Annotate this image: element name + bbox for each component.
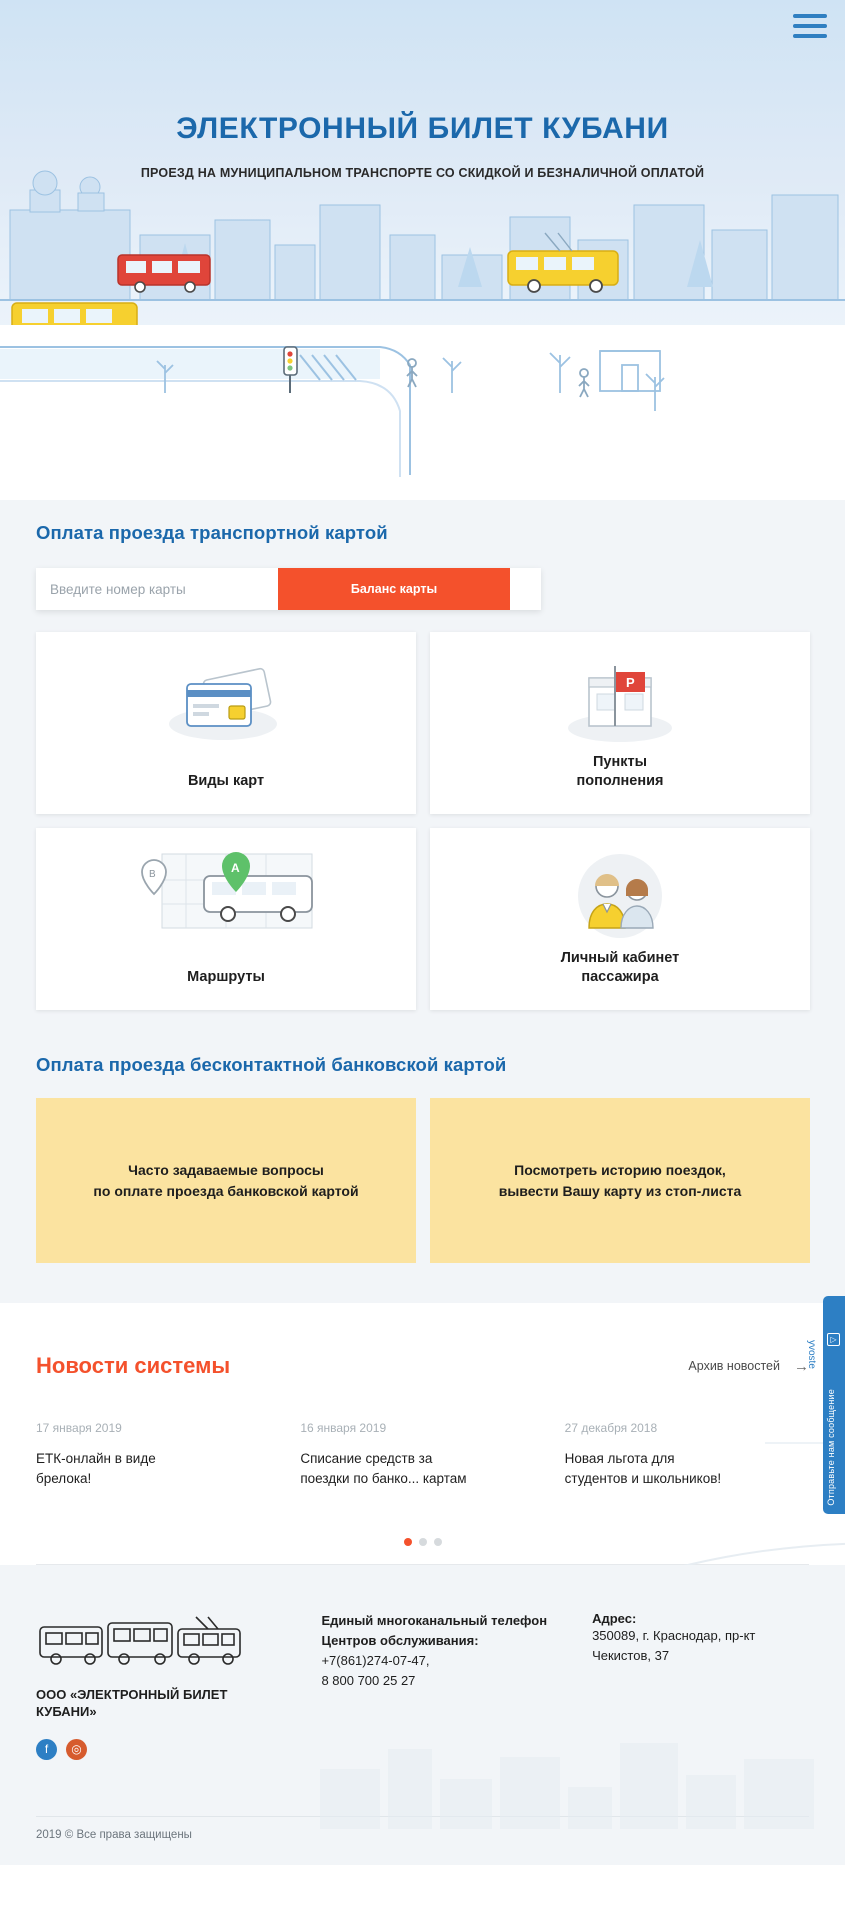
burger-line bbox=[793, 34, 827, 38]
feedback-tab[interactable] bbox=[823, 1296, 845, 1514]
svg-text:B: B bbox=[149, 869, 156, 880]
tile-label: Личный кабинет пассажира bbox=[560, 949, 680, 986]
copyright: 2019 © Все права защищены bbox=[36, 1816, 809, 1855]
instagram-icon[interactable]: ◎ bbox=[66, 1739, 87, 1760]
news-date: 17 января 2019 bbox=[36, 1421, 122, 1435]
footer-company-name: ООО «ЭЛЕКТРОННЫЙ БИЛЕТ КУБАНИ» bbox=[36, 1686, 228, 1720]
news-header bbox=[36, 1353, 809, 1379]
feedback-label: Отправьте нам сообщение bbox=[826, 1389, 836, 1506]
carousel-dot-1[interactable] bbox=[404, 1538, 412, 1546]
footer-columns bbox=[36, 1611, 809, 1760]
news-item[interactable] bbox=[36, 1421, 280, 1490]
tile-label: Виды карт bbox=[187, 773, 265, 790]
footer-address-line-1: 350089, г. Краснодар, пр-кт bbox=[592, 1627, 756, 1643]
facebook-icon[interactable]: f bbox=[36, 1739, 57, 1760]
page-subtitle: ПРОЕЗД НА МУНИЦИПАЛЬНОМ ТРАНСПОРТЕ СО СКИДКОЙ И БЕЗНАЛИЧНОЙ ОПЛАТОЙ bbox=[140, 166, 705, 180]
page-title: ЭЛЕКТРОННЫЙ БИЛЕТ КУБАНИ bbox=[176, 112, 669, 145]
tile-passenger-account[interactable] bbox=[430, 828, 810, 1010]
tram-bus-trolleybus-icon bbox=[36, 1611, 246, 1671]
footer-address-label: Адрес: bbox=[592, 1610, 637, 1626]
news-section bbox=[0, 1303, 845, 1565]
footer-company-column bbox=[36, 1611, 287, 1760]
cards-stack-icon bbox=[36, 650, 416, 750]
hero-banner bbox=[0, 0, 845, 500]
tile-label: Маршруты bbox=[187, 969, 265, 986]
social-links bbox=[36, 1739, 287, 1760]
check-balance-button[interactable]: Баланс карты bbox=[278, 568, 510, 610]
banner-line: по оплате проезда банковской картой bbox=[93, 1182, 359, 1199]
news-date: 16 января 2019 bbox=[300, 1421, 387, 1435]
bank-card-section-title: Оплата проезда бесконтактной банковской картой bbox=[36, 1054, 507, 1075]
trip-history-banner[interactable] bbox=[430, 1098, 810, 1263]
bank-card-banners bbox=[36, 1098, 809, 1263]
burger-line bbox=[793, 14, 827, 18]
kiosk-icon bbox=[430, 650, 810, 750]
footer-phone-title: Единый многоканальный телефон Центров обслуживания: bbox=[321, 1612, 548, 1648]
carousel-dot-2[interactable] bbox=[419, 1538, 427, 1546]
news-headline[interactable]: Списание средств за поездки по банко... картам bbox=[300, 1451, 467, 1487]
transport-card-section-title: Оплата проезда транспортной картой bbox=[36, 522, 388, 543]
tile-topup-points[interactable] bbox=[430, 632, 810, 814]
message-icon: ▷ bbox=[827, 1333, 840, 1346]
footer-address-column bbox=[592, 1611, 809, 1760]
banner-line: вывести Вашу карту из стоп-листа bbox=[498, 1182, 742, 1199]
street-scene-illustration bbox=[0, 325, 845, 500]
footer-address-line-2: Чекистов, 37 bbox=[592, 1647, 670, 1663]
tile-label: Пункты пополнения bbox=[576, 753, 664, 790]
news-date: 27 декабря 2018 bbox=[564, 1421, 658, 1435]
footer-contacts-column bbox=[321, 1611, 558, 1760]
burger-line bbox=[793, 24, 827, 28]
card-number-input[interactable] bbox=[36, 568, 278, 610]
faq-bank-card-banner[interactable] bbox=[36, 1098, 416, 1263]
tile-routes[interactable] bbox=[36, 828, 416, 1010]
news-decor-lines bbox=[465, 1423, 845, 1565]
carousel-dot-3[interactable] bbox=[434, 1538, 442, 1546]
passengers-icon bbox=[430, 846, 810, 946]
burger-menu-icon[interactable] bbox=[793, 14, 827, 40]
card-balance-form bbox=[36, 568, 541, 610]
svg-text:P: P bbox=[626, 675, 635, 690]
news-title: Новости системы bbox=[36, 1353, 231, 1378]
yvoste-brand-label: yvoste bbox=[806, 1340, 817, 1369]
footer-phone-2[interactable]: 8 800 700 25 27 bbox=[321, 1672, 416, 1688]
arrow-right-icon: → bbox=[794, 1357, 809, 1375]
news-archive-label: Архив новостей bbox=[688, 1359, 780, 1373]
news-headline[interactable]: ЕТК-онлайн в виде брелока! bbox=[36, 1451, 156, 1487]
map-route-bus-icon bbox=[36, 846, 416, 946]
footer bbox=[0, 1565, 845, 1865]
service-tiles-grid bbox=[36, 632, 809, 1010]
svg-text:A: A bbox=[231, 861, 240, 875]
news-archive-link[interactable] bbox=[688, 1358, 809, 1375]
banner-line: Посмотреть историю поездок, bbox=[514, 1162, 726, 1179]
main-content bbox=[0, 500, 845, 1303]
footer-phone-1[interactable]: +7(861)274-07-47, bbox=[321, 1652, 430, 1668]
news-headline[interactable]: Новая льгота для студентов и школьников! bbox=[564, 1451, 722, 1487]
tile-card-types[interactable] bbox=[36, 632, 416, 814]
banner-line: Часто задаваемые вопросы bbox=[128, 1162, 324, 1179]
